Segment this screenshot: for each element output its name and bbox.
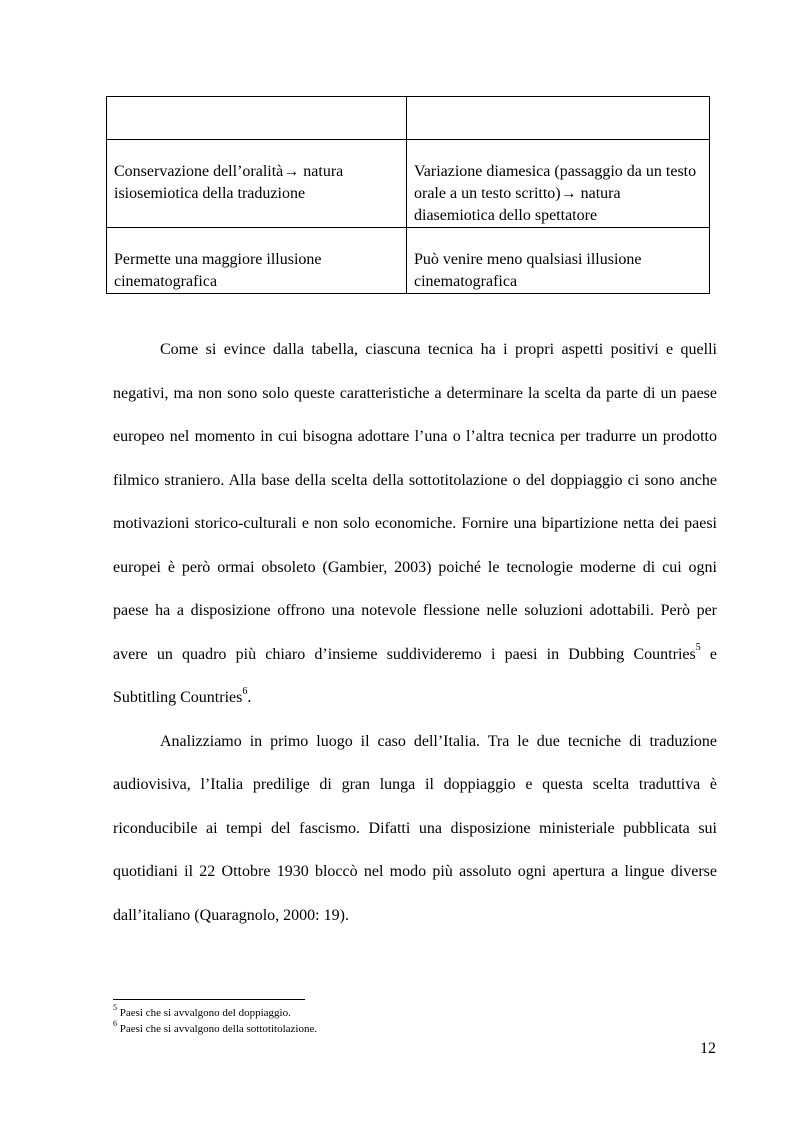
footnote-text: Paesi che si avvalgono della sottotitolazione. — [119, 1023, 318, 1035]
table-row — [107, 228, 710, 294]
paragraph-text: Come si evince dalla tabella, ciascuna tecnica ha i propri aspetti positivi e quelli negativi, ma non sono solo queste caratteristiche a determinare la scelta da parte di un paese europeo nel momento in cui bisogna adottare l’una o l’altra tecnica per tradurre un prodotto filmico straniero. Alla base della scelta della sottotitolazione o del doppiaggio ci sono anche motivazioni storico-culturali e non solo economiche. Fornire una bipartizione netta dei paesi europei è però ormai obsoleto (Gambier, 2003) poiché le tecnologie moderne di cui ogni paese ha a disposizione offrono una notevole flessione nelle soluzioni adottabili. Però per avere un quadro più chiaro d’insieme suddivideremo i paesi in Dubbing — [113, 341, 717, 663]
table-row — [107, 140, 710, 228]
footnote — [113, 1005, 713, 1021]
sentence-end: . — [247, 689, 252, 706]
footnote-ref[interactable]: 6 — [242, 685, 248, 697]
table-cell — [407, 97, 710, 140]
paragraph: Analizziamo in primo luogo il caso dell’Italia. Tra le due tecniche di traduzione audiovisiva, l’Italia predilige di gran lunga il doppiaggio e questa scelta traduttiva è riconducibile ai tempi del fascismo. Difatti una disposizione ministeriale pubblicata sui quotidiani il 22 Ottobre 1930 bloccò nel modo più assoluto ogni apertura a lingue diverse dall’italiano (Quaragnolo, 2000: 19). — [113, 732, 717, 924]
table-row — [107, 97, 710, 140]
footnote-marker: 5 — [113, 1003, 117, 1013]
body-text — [113, 328, 717, 937]
term-countries: Countries — [633, 645, 696, 663]
paragraph — [113, 328, 717, 720]
table-cell: Permette una maggiore illusione cinematografica — [107, 228, 407, 294]
footnote-marker: 6 — [113, 1019, 117, 1029]
footnotes — [113, 1005, 713, 1037]
footnote-ref[interactable]: 5 — [695, 642, 701, 654]
term-subtitling: e Subtitling Countries — [113, 645, 718, 706]
footnote-text: Paesi che si avvalgono del doppiaggio. — [119, 1007, 291, 1019]
footnote-separator — [113, 999, 305, 1000]
table-cell: Può venire meno qualsiasi illusione cinematografica — [407, 228, 710, 294]
table-cell: Variazione diamesica (passaggio da un testo orale a un testo scritto)→ natura diasemiotica dello spettatore — [407, 140, 710, 228]
page-number: 12 — [700, 1040, 716, 1057]
table-cell — [107, 97, 407, 140]
table-cell: Conservazione dell’oralità→ natura isiosemiotica della traduzione — [107, 140, 407, 228]
footnote — [113, 1021, 713, 1037]
comparison-table — [106, 96, 710, 294]
